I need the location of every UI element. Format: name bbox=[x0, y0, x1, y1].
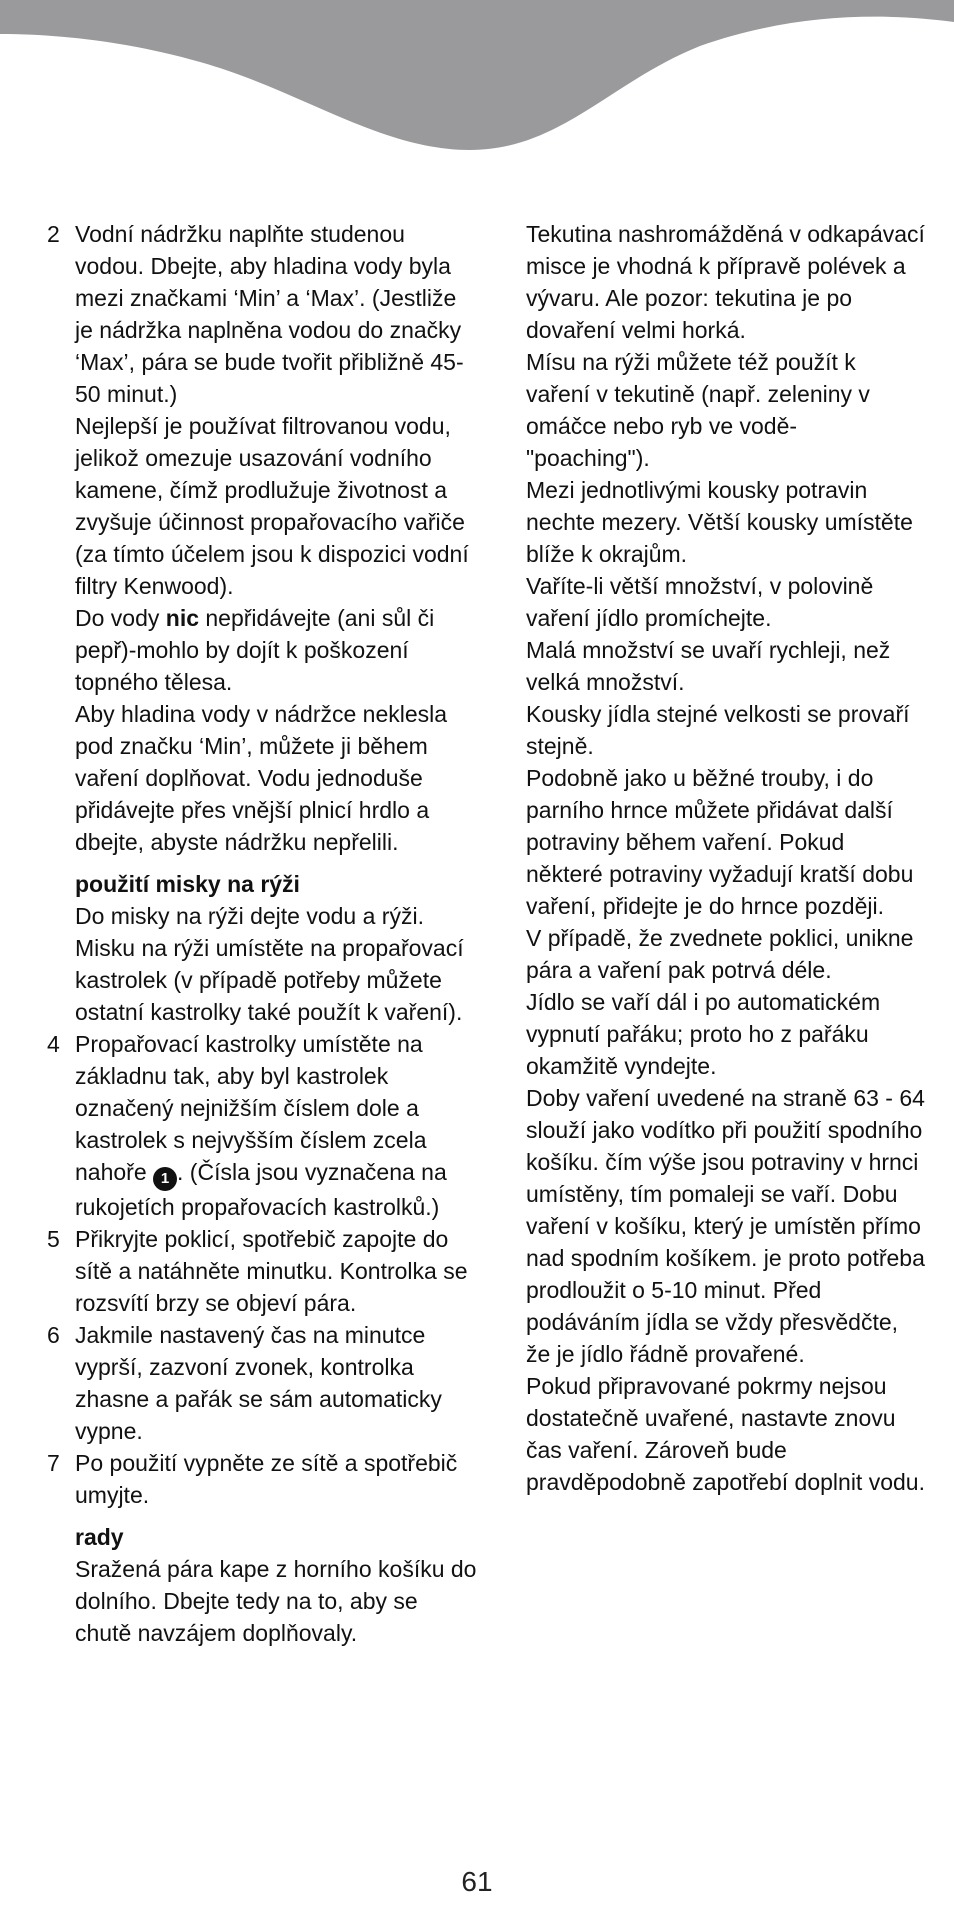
step-number: 7 bbox=[47, 1450, 60, 1476]
step-number: 2 bbox=[47, 221, 60, 247]
step-6 bbox=[47, 1319, 477, 1447]
step-4 bbox=[47, 1028, 477, 1223]
number-1-circle-icon: 1 bbox=[153, 1167, 177, 1191]
right-column bbox=[526, 218, 926, 1498]
refill-paragraph: Aby hladina vody v nádržce neklesla pod značku ‘Min’, můžete ji během vaření doplňovat. Vodu jednoduše přidávejte přes vnější plnicí hrdlo a dbejte, abyste nádržku nepřelili. bbox=[75, 701, 448, 855]
tip-paragraph: Kousky jídla stejné velkosti se provaří stejně. bbox=[526, 701, 910, 759]
step-6-text: Jakmile nastavený čas na minutce vyprší, zazvoní zvonek, kontrolka zhasne a pařák se sám automaticky vypne. bbox=[75, 1322, 442, 1444]
rice-bowl-text: Do misky na rýži dejte vodu a rýži. Misku na rýži umístěte na propařovací kastrolek (v případě potřeby můžete ostatní kastrolky také použít k vaření). bbox=[75, 903, 464, 1025]
tip-paragraph: Doby vaření uvedené na straně 63 - 64 slouží jako vodítko při použití spodního košíku. čím výše jsou potraviny v hrnci umístěny, tím pomaleji se vaří. Dobu vaření v košíku, který je umístěn přímo nad spodním košíkem. je proto potřeba prodloužit o 5-10 minut. Před podáváním jídla se vždy přesvědčte, že je jídlo řádně provařené. bbox=[526, 1085, 925, 1367]
step-2-text: Vodní nádržku naplňte studenou vodou. Dbejte, aby hladina vody byla mezi značkami ‘Min’ a ‘Max’. (Jestliže je nádržka naplněna vodou do značky ‘Max’, pára se bude tvořit přibližně 45-50 minut.) bbox=[75, 221, 464, 407]
tip-paragraph: Mezi jednotlivými kousky potravin nechte mezery. Větší kousky umístěte blíže k okrajům. bbox=[526, 477, 913, 567]
page-number: 61 bbox=[461, 1866, 493, 1897]
step-2 bbox=[47, 218, 477, 858]
step-number: 4 bbox=[47, 1031, 60, 1057]
step-7 bbox=[47, 1447, 477, 1511]
left-column bbox=[47, 218, 477, 1649]
tip-paragraph: V případě, že zvednete poklici, unikne pára a vaření pak potrvá déle. bbox=[526, 925, 914, 983]
step-number: 6 bbox=[47, 1322, 60, 1348]
tips-heading: rady bbox=[75, 1524, 124, 1550]
step-4-text: Propařovací kastrolky umístěte na základnu tak, aby byl kastrolek označený nejnižším číslem dole a kastrolek s nejvyšším číslem zcela nahoře 1 . (Čísla jsou vyznačena na rukojetích propařovacích kastrolků.) bbox=[75, 1031, 447, 1220]
step-5-text: Přikryjte poklicí, spotřebič zapojte do sítě a natáhněte minutku. Kontrolka se rozsvítí brzy se objeví pára. bbox=[75, 1226, 468, 1316]
header-wave-decoration bbox=[0, 0, 954, 160]
tip-paragraph: Malá množství se uvaří rychleji, než velká množství. bbox=[526, 637, 891, 695]
filter-paragraph: Nejlepší je používat filtrovanou vodu, jelikož omezuje usazování vodního kamene, čímž prodlužuje životnost a zvyšuje účinnost propařovacího vařiče (za tímto účelem jsou k dispozici vodní filtry Kenwood). bbox=[75, 413, 469, 599]
rice-bowl-heading: použití misky na rýži bbox=[75, 871, 300, 897]
step-number: 5 bbox=[47, 1226, 60, 1252]
tip-paragraph: Pokud připravované pokrmy nejsou dostatečně uvařené, nastavte znovu čas vaření. Zároveň bude pravděpodobně zapotřebí doplnit vodu. bbox=[526, 1373, 925, 1495]
tip-paragraph: Tekutina nashromážděná v odkapávací misce je vhodná k přípravě polévek a vývaru. Ale pozor: tekutina je po dovaření velmi horká. bbox=[526, 221, 925, 343]
no-salt-paragraph: Do vody nic nepřidávejte (ani sůl či pepř)-mohlo by dojít k poškození topného tělesa. bbox=[75, 605, 435, 695]
step-7-text: Po použití vypněte ze sítě a spotřebič umyjte. bbox=[75, 1450, 458, 1508]
tip-paragraph: Podobně jako u běžné trouby, i do parního hrnce můžete přidávat další potraviny během vaření. Pokud některé potraviny vyžadují kratší dobu vaření, přidejte je do hrnce později. bbox=[526, 765, 914, 919]
tip-paragraph: Vaříte-li větší množství, v polovině vaření jídlo promíchejte. bbox=[526, 573, 874, 631]
tip-paragraph: Mísu na rýži můžete též použít k vaření v tekutině (např. zeleniny v omáčce nebo ryb ve vodě- "poaching"). bbox=[526, 349, 870, 471]
tip-paragraph: Jídlo se vaří dál i po automatickém vypnutí pařáku; proto ho z pařáku okamžitě vyndejte. bbox=[526, 989, 881, 1079]
tips-text: Sražená pára kape z horního košíku do dolního. Dbejte tedy na to, aby se chutě navzájem doplňovaly. bbox=[75, 1556, 477, 1646]
step-5 bbox=[47, 1223, 477, 1319]
